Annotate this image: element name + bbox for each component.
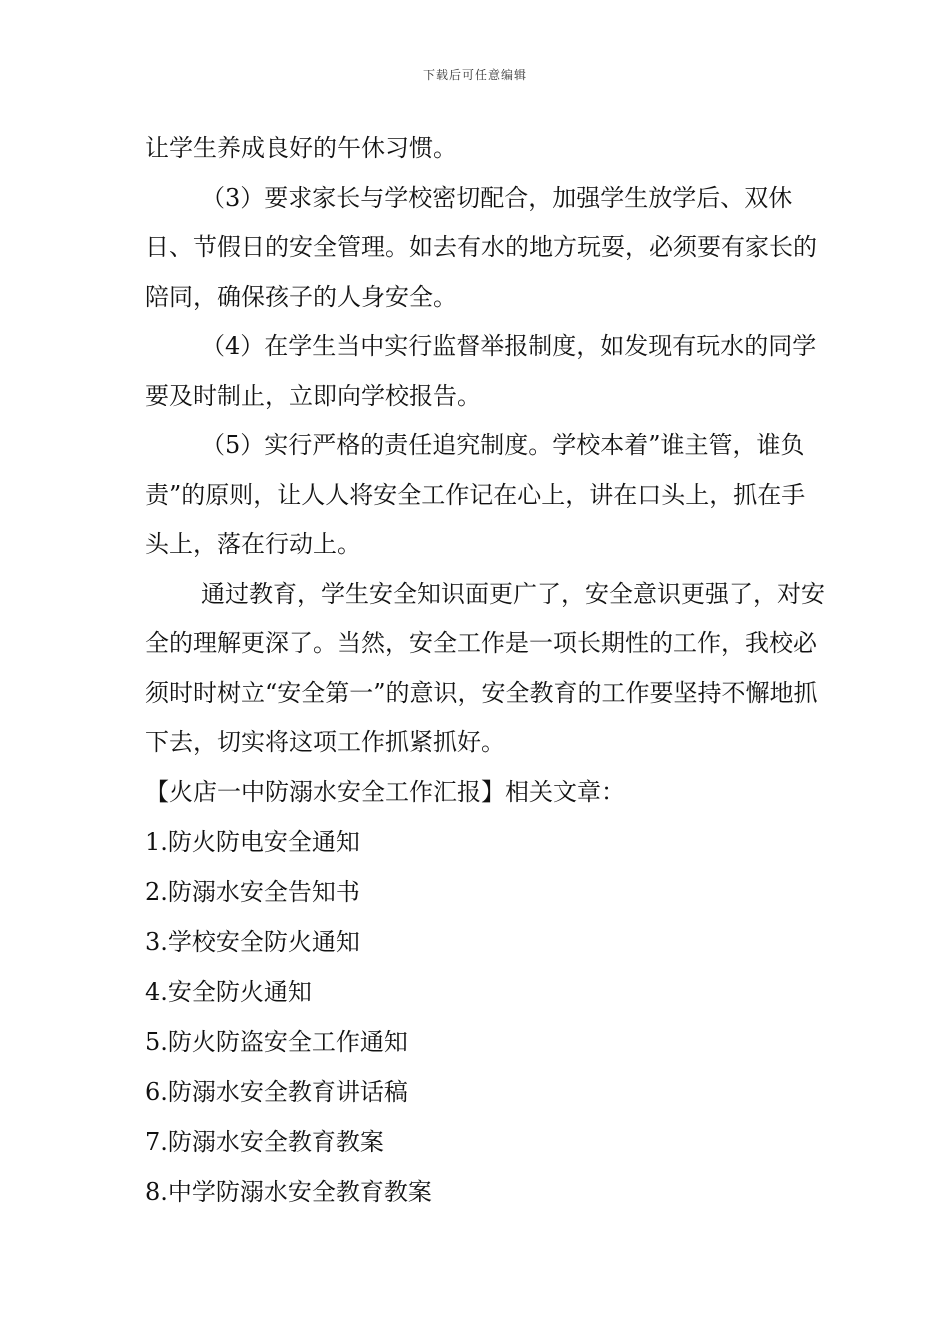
related-article-label: 安全防火通知: [167, 978, 312, 1006]
related-article-link[interactable]: [145, 1167, 825, 1217]
related-article-label: 学校安全防火通知: [167, 928, 360, 956]
list-number: 6.: [145, 1078, 168, 1106]
list-number: 5.: [145, 1028, 168, 1056]
related-article-label: 防火防盗安全工作通知: [167, 1028, 408, 1056]
related-article-label: 防火防电安全通知: [167, 828, 360, 856]
list-number: 7.: [145, 1128, 168, 1156]
related-article-link[interactable]: [145, 1017, 825, 1067]
related-article-label: 中学防溺水安全教育教案: [167, 1178, 432, 1206]
paragraph-continuation: 让学生养成良好的午休习惯。: [145, 134, 457, 162]
list-number: 1.: [145, 828, 168, 856]
related-article-link[interactable]: [145, 917, 825, 967]
paragraph-item-3: （3）要求家长与学校密切配合，加强学生放学后、双休日、节假日的安全管理。如去有水的地方玩耍，必须要有家长的陪同，确保孩子的人身安全。: [145, 183, 817, 311]
paragraph-item-5: （5）实行严格的责任追究制度。学校本着”谁主管，谁负责”的原则，让人人将安全工作记在心上，讲在口头上，抓在手头上，落在行动上。: [145, 431, 806, 558]
paragraph-summary: 通过教育，学生安全知识面更广了，安全意识更强了，对安全的理解更深了。当然，安全工作是一项长期性的工作，我校必须时时树立“安全第一”的意识，安全教育的工作要坚持不懈地抓下去，切实将这项工作抓紧抓好。: [145, 579, 825, 756]
header-note: 下载后可任意编辑: [422, 68, 527, 82]
related-articles-list: [145, 817, 825, 1217]
related-article-link[interactable]: [145, 967, 825, 1017]
related-article-label: 防溺水安全告知书: [167, 878, 360, 906]
related-article-label: 防溺水安全教育讲话稿: [167, 1078, 408, 1106]
related-article-link[interactable]: [145, 1117, 825, 1167]
list-number: 8.: [145, 1178, 168, 1206]
list-number: 3.: [145, 928, 168, 956]
list-number: 4.: [145, 978, 168, 1006]
related-articles-title: 【火店一中防溺水安全工作汇报】相关文章：: [145, 777, 625, 806]
related-article-link[interactable]: [145, 867, 825, 917]
related-article-link[interactable]: [145, 817, 825, 867]
related-article-label: 防溺水安全教育教案: [167, 1128, 384, 1156]
paragraph-item-4: （4）在学生当中实行监督举报制度，如发现有玩水的同学要及时制止，立即向学校报告。: [145, 332, 817, 410]
document-body: [145, 124, 825, 1217]
related-article-link[interactable]: [145, 1067, 825, 1117]
list-number: 2.: [145, 878, 168, 906]
